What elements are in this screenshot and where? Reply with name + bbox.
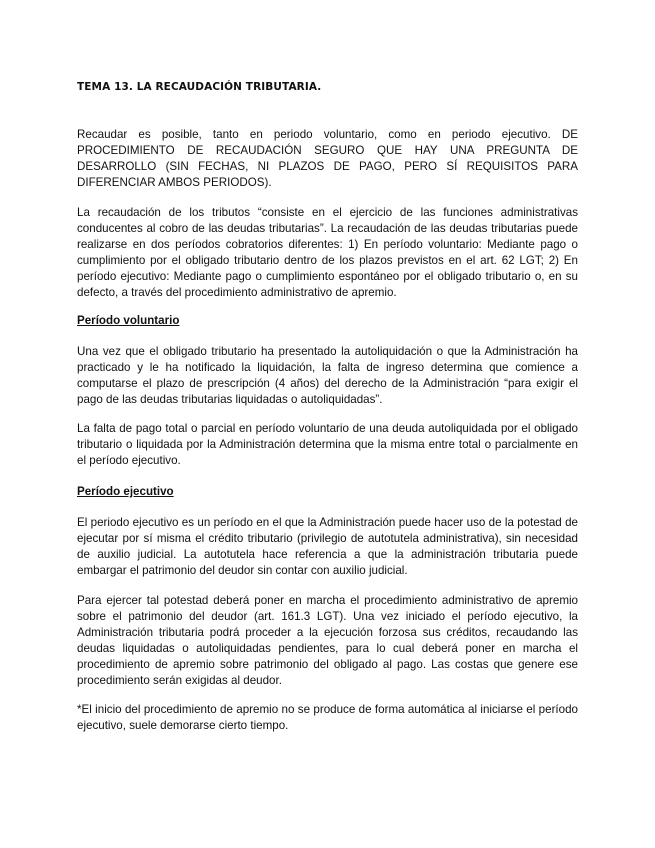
intro-paragraph: Recaudar es posible, tanto en periodo voluntario, como en periodo ejecutivo. DE PROCEDIMIENTO DE RECAUDACIÓN SEGURO QUE HAY UNA PREGUNTA DE DESARROLLO (SIN FECHAS, NI PLAZOS DE PAGO, PERO SÍ REQUISITOS PARA DIFERENCIAR AMBOS PERIODOS). xyxy=(77,128,578,189)
ejecutivo-paragraph-2: Para ejercer tal potestad deberá poner en marcha el procedimiento administrativo de apremio sobre el patrimonio del deudor (art. 161.3 LGT). Una vez iniciado el período ejecutivo, la Administración tributaria podrá proceder a la ejecución forzosa sus créditos, recaudando las deudas liquidadas o autoliquidadas pendientes, para lo cual deberá poner en marcha el procedimiento de apremio sobre patrimonio del obligado al pago. Las costas que genere ese procedimiento serán exigidas al deudor. xyxy=(77,594,578,687)
page-title: TEMA 13. LA RECAUDACIÓN TRIBUTARIA. xyxy=(77,81,322,93)
voluntario-paragraph-1: Una vez que el obligado tributario ha presentado la autoliquidación o que la Administración ha practicado y le ha notificado la liquidación, la falta de ingreso determina que comience a computarse el plazo de prescripción (4 años) del derecho de la Administración “para exigir el pago de las deudas tributarias liquidadas o autoliquidadas”. xyxy=(77,345,578,406)
voluntario-paragraph-2: La falta de pago total o parcial en período voluntario de una deuda autoliquidada por el obligado tributario o liquidada por la Administración determina que la misma entre total o parcialmente en el período ejecutivo. xyxy=(77,422,578,467)
section-heading-voluntario: Período voluntario xyxy=(77,314,180,327)
definition-paragraph: La recaudación de los tributos “consiste en el ejercicio de las funciones administrativas conducentes al cobro de las deudas tributarias”. La recaudación de las deudas tributarias puede realizarse en dos períodos cobratorios diferentes: 1) En período voluntario: Mediante pago o cumplimiento por el obligado tributario dentro de los plazos previstos en el art. 62 LGT; 2) En período ejecutivo: Mediante pago o cumplimiento espontáneo por el obligado tributario o, en su defecto, a través del procedimiento administrativo de apremio. xyxy=(77,206,578,299)
ejecutivo-paragraph-1: El periodo ejecutivo es un período en el que la Administración puede hacer uso de la potestad de ejecutar por sí misma el crédito tributario (privilegio de autotutela administrativa), sin necesidad de auxilio judicial. La autotutela hace referencia a que la administración tributaria puede embargar el patrimonio del deudor sin contar con auxilio judicial. xyxy=(77,516,578,577)
footnote-paragraph: *El inicio del procedimiento de apremio no se produce de forma automática al iniciarse el período ejecutivo, suele demorarse cierto tiempo. xyxy=(77,703,578,732)
section-heading-ejecutivo: Período ejecutivo xyxy=(77,485,174,498)
